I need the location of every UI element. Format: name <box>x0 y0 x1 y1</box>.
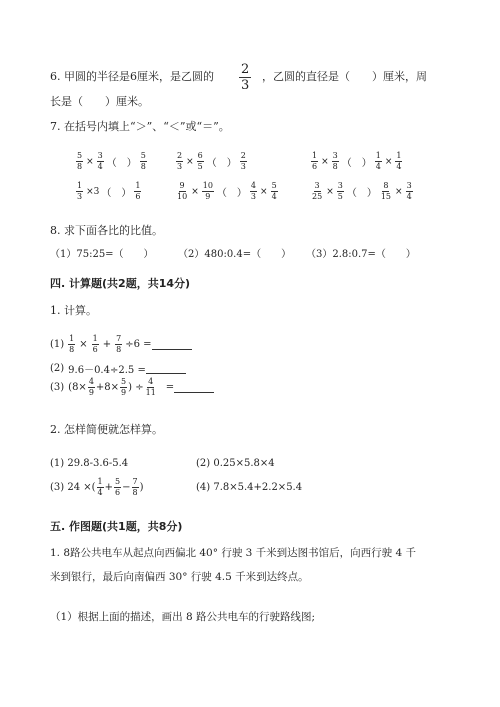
q8-item-2: （2）480:0.4=（ ） <box>178 249 292 260</box>
q7-left-frac: $\frac{3}{25}$ <box>312 181 323 201</box>
simplify-3-frac-a: $\frac{1}{4}$ <box>97 477 103 497</box>
calc-item-2-text: 9.6－0.4÷2.5 = <box>68 365 146 376</box>
calc-1-answer-blank[interactable] <box>152 339 192 350</box>
q7-left-frac: $\frac{1}{6}$ <box>312 151 318 171</box>
section4-heading: 四. 计算题(共2题，共14分) <box>50 277 191 290</box>
q8-title: 8. 求下面各比的比值。 <box>50 224 163 237</box>
q7-answer-paren[interactable]: （ ） <box>346 188 377 199</box>
q7-item-r2-c2 <box>175 182 279 201</box>
calc-1-frac-b: $\frac{1}{6}$ <box>92 334 98 354</box>
q7-right-frac-2: $\frac{3}{4}$ <box>406 181 412 201</box>
calc-item-1: (1) $\frac{1}{8}$ × $\frac{1}{6}$ + $\frac{7}{8}$ ÷6 = <box>50 335 192 354</box>
calc-title: 1. 计算。 <box>50 304 97 317</box>
q7-left-frac-2: $\frac{3}{5}$ <box>337 181 343 201</box>
calc-item-2 <box>50 361 186 376</box>
q7-left-frac-2: $\frac{3}{4}$ <box>97 151 103 171</box>
calc-item-3-tail: = <box>165 382 175 393</box>
q8-item-1: （1）75:25=（ ） <box>50 249 154 260</box>
q7-left-frac: $\frac{2}{3}$ <box>177 151 183 171</box>
q7-operator: × <box>86 156 94 167</box>
simplify-item-3: (3) 24 × ( $\frac{1}{4}$ + $\frac{5}{6}$ − $\frac{7}{8}$ ) <box>50 477 144 497</box>
simplify-3-frac-b: $\frac{5}{6}$ <box>115 477 121 497</box>
section5-paragraph-1: 1. 8路公共电车从起点向西偏北 40° 行驶 3 千米到达图书馆后，向西行驶 4 千 <box>50 547 417 559</box>
calc-1-frac-a: $\frac{1}{8}$ <box>69 334 75 354</box>
q7-left-frac: $\frac{5}{8}$ <box>77 151 83 171</box>
q7-left-frac-2: $\frac{6}{5}$ <box>197 151 203 171</box>
q7-right-frac: $\frac{1}{4}$ <box>375 151 381 171</box>
q7-item-r1-c3 <box>310 152 403 171</box>
q7-right-frac: $\frac{1}{6}$ <box>135 181 141 201</box>
calc-2-answer-blank[interactable] <box>146 363 186 374</box>
q7-right-frac: $\frac{8}{15}$ <box>380 181 392 201</box>
q7-title: 7. 在括号内填上“＞”、“＜”或“＝”。 <box>50 120 230 133</box>
q7-left-frac: $\frac{9}{10}$ <box>177 181 188 201</box>
q7-operator: × <box>191 186 199 197</box>
q7-right-frac: $\frac{2}{3}$ <box>240 151 246 171</box>
calc-item-2-label: (2) <box>50 363 65 374</box>
q7-right-frac: $\frac{4}{3}$ <box>250 181 257 201</box>
q7-answer-paren[interactable]: （ ） <box>101 188 132 199</box>
calc-1-frac-c: $\frac{7}{8}$ <box>116 334 122 354</box>
calc-3-answer-blank[interactable] <box>174 382 214 393</box>
calc-3-frac-b: $\frac{5}{9}$ <box>121 377 127 397</box>
section5-paragraph-2: 米到银行，最后向南偏西 30° 行驶 4.5 千米到达终点。 <box>50 571 309 583</box>
q7-answer-paren[interactable]: （ ） <box>206 158 237 169</box>
section5-paragraph-3: （1）根据上面的描述，画出 8 路公共电车的行驶路线图; <box>50 611 316 623</box>
q7-operator: × <box>260 186 268 197</box>
calc-item-1-tail: ÷6 = <box>125 339 152 350</box>
q7-item-r2-c1 <box>75 182 142 201</box>
calc-item-1-label: (1) <box>50 339 65 350</box>
q7-operator: × <box>326 186 334 197</box>
q7-operator: × <box>186 156 194 167</box>
calc-3-frac-a: $\frac{4}{9}$ <box>88 377 94 397</box>
q6-line1-a: 6. 甲圆的半径是6厘米，是乙圆的 <box>50 70 214 83</box>
q7-operator: × <box>384 156 393 167</box>
simplify-item-4: (4) 7.8×5.4+2.2×5.4 <box>196 482 303 493</box>
simplify-item-1: (1) 29.8-3.6-5.4 <box>50 458 129 469</box>
q6-line1-b: ，乙圆的直径是（ ）厘米，周 <box>262 70 427 83</box>
simplify-title: 2. 怎样简便就怎样算。 <box>50 423 163 436</box>
q6-frac-den: 3 <box>241 78 250 93</box>
q7-left-frac: $\frac{1}{3}$ <box>77 181 83 201</box>
q7-answer-paren[interactable]: （ ） <box>341 158 372 169</box>
simplify-item-3-label: (3) 24 × <box>50 482 92 493</box>
q7-item-r1-c2 <box>175 152 248 171</box>
simplify-3-frac-c: $\frac{7}{8}$ <box>132 477 138 497</box>
q7-answer-paren[interactable]: （ ） <box>106 158 137 169</box>
q6-fraction <box>238 62 252 93</box>
q8-item-3: （3）2.8:0.7=（ ） <box>306 249 416 260</box>
simplify-item-2: (2) 0.25×5.8×4 <box>196 458 275 469</box>
q7-operator: × <box>395 186 403 197</box>
q7-right-frac-2: $\frac{5}{4}$ <box>271 181 277 201</box>
calc-item-3: (3) (8× $\frac{4}{9}$ +8× $\frac{5}{9}$ ) ÷ $\frac{4}{11}$ = <box>50 378 214 397</box>
q7-left-frac-2: $\frac{3}{8}$ <box>332 151 338 171</box>
q7-right-frac: $\frac{5}{8}$ <box>140 151 146 171</box>
q7-left-frac-2: $\frac{10}{9}$ <box>202 181 213 201</box>
q7-item-r1-c1 <box>75 152 148 171</box>
q6-line2: 长是（ ）厘米。 <box>50 95 149 108</box>
section5-heading: 五. 作图题(共1题，共8分) <box>50 520 183 533</box>
q7-item-r2-c3 <box>310 182 414 201</box>
q7-right-frac-2: $\frac{1}{4}$ <box>396 151 402 171</box>
q7-answer-paren[interactable]: （ ） <box>216 188 247 199</box>
q7-operator: × <box>321 156 329 167</box>
calc-item-3-label: (3) <box>50 382 65 393</box>
q6-frac-num: 2 <box>241 62 250 77</box>
q7-operator: ×3 <box>86 186 100 197</box>
calc-3-frac-c: $\frac{4}{11}$ <box>145 377 156 397</box>
